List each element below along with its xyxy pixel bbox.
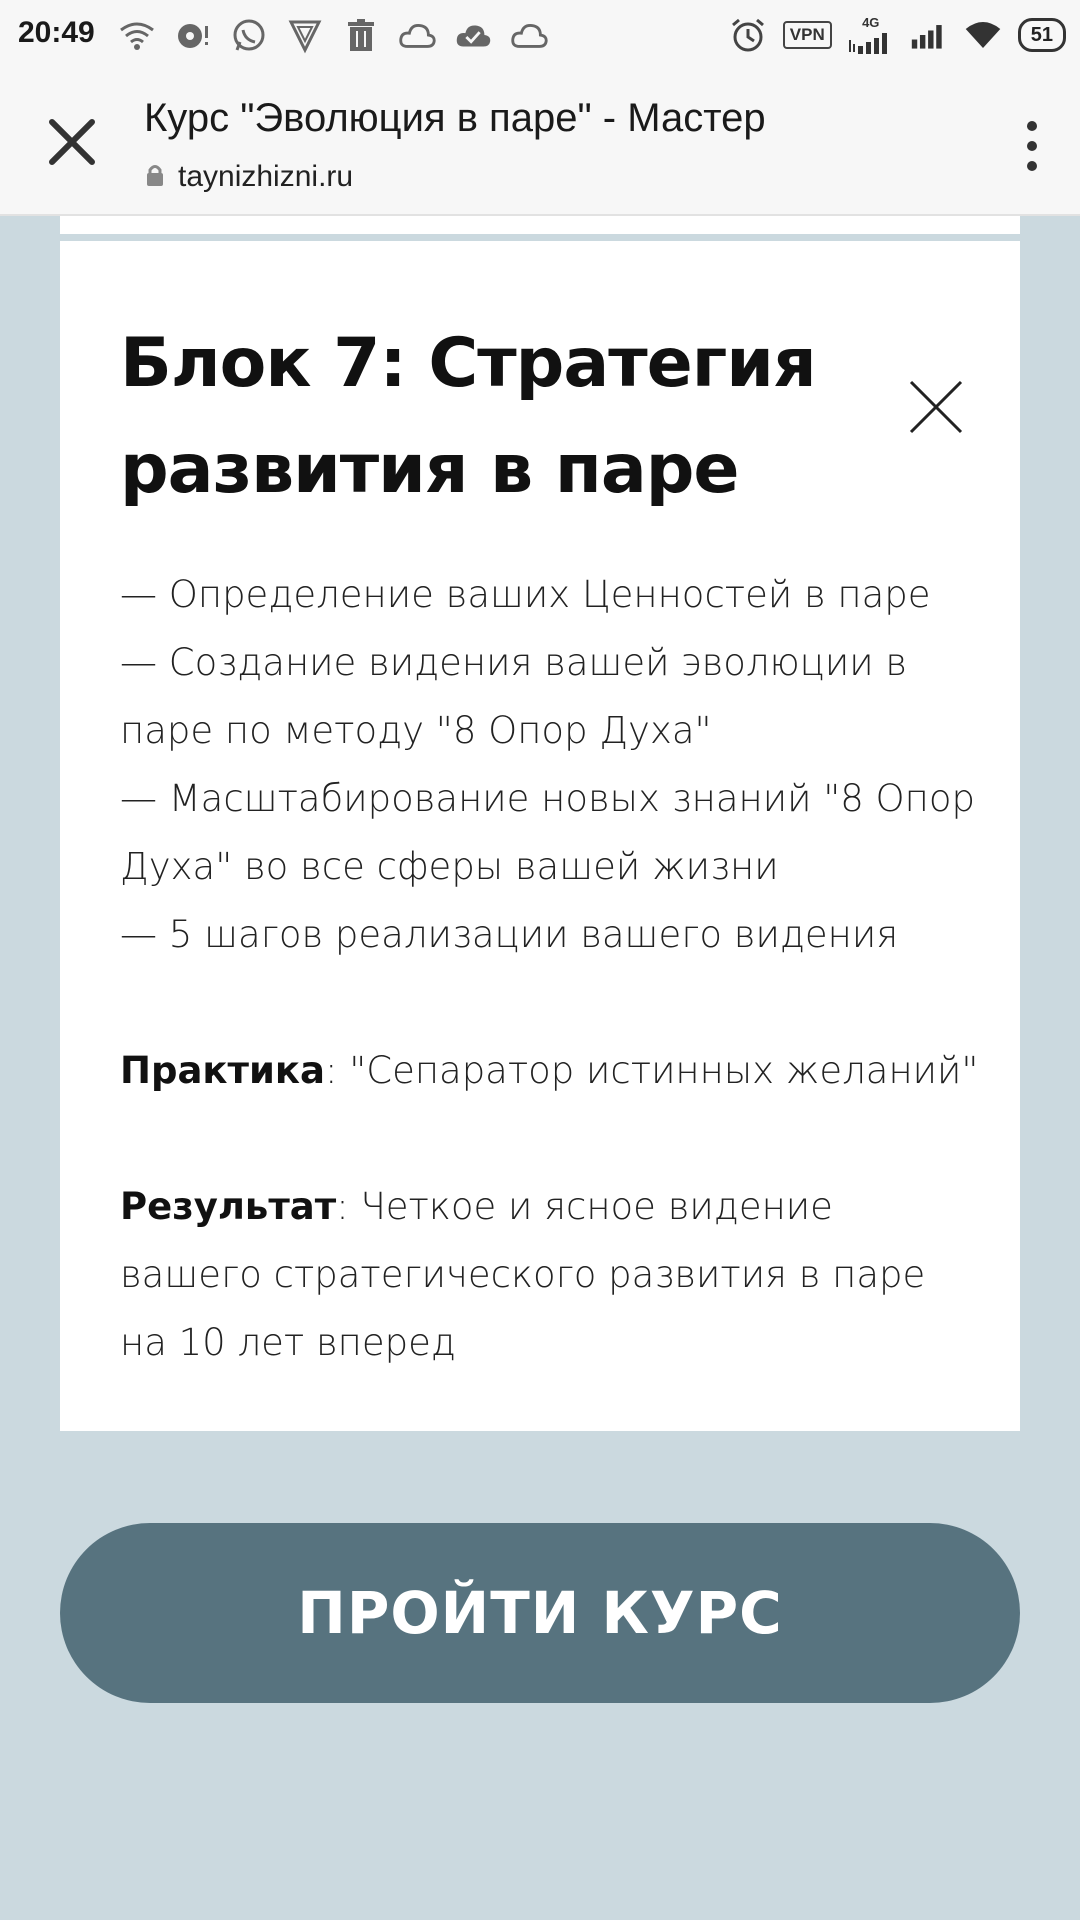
cloud-check-icon [454,18,492,54]
system-icons [729,16,1066,54]
practice-label: Практика [120,1049,325,1092]
collapse-close-icon[interactable] [908,379,964,435]
url-row[interactable] [146,160,353,194]
whatsapp-icon [230,18,268,54]
topic-item: — Определение ваших Ценностей в паре [120,573,931,616]
browser-toolbar [0,72,1080,216]
wifi-link-icon [118,18,156,54]
signal-4g-icon [848,16,894,54]
cloud-icon [510,18,548,54]
course-block-card [60,241,1020,1431]
block-title: Блок 7: Стратегия развития в паре [120,324,816,509]
cloud-icon [398,18,436,54]
topic-item: — 5 шагов реализации вашего видения [120,913,899,956]
network-type-label: 4G [862,15,880,30]
topic-item: — Масштабирование новых знаний "8 Опор Духа" во все сферы вашей жизни [120,777,975,888]
result-line [120,1173,980,1377]
topic-item: — Создание видения вашей эволюции в паре по методу "8 Опор Духа" [120,641,908,752]
trash-icon [342,18,380,54]
previous-card-edge [60,216,1020,234]
result-text: : Четкое и ясное видение вашего стратегического развития в паре на 10 лет вперед [120,1185,926,1364]
notification-icons [118,18,548,54]
take-course-button[interactable]: ПРОЙТИ КУРС [60,1523,1020,1703]
more-menu-icon[interactable] [1022,118,1042,174]
record-icon [174,18,212,54]
signal-icon [910,17,948,53]
close-tab-icon[interactable] [44,114,100,170]
practice-text: : "Сепаратор истинных желаний" [324,1049,979,1092]
vpn-shield-icon [286,18,324,54]
vpn-badge: VPN [783,21,832,49]
practice-line [120,1037,980,1105]
lock-icon [146,164,164,190]
url-text[interactable]: taynizhizni.ru [178,160,354,193]
page-title: Курс "Эволюция в паре" - Мастер [144,96,766,140]
block-content [120,561,980,1377]
status-bar [0,0,1080,72]
status-time: 20:49 [18,16,95,49]
battery-indicator: 51 [1018,18,1066,52]
wifi-icon [964,17,1002,53]
alarm-icon [729,17,767,53]
result-label: Результат [120,1185,337,1228]
